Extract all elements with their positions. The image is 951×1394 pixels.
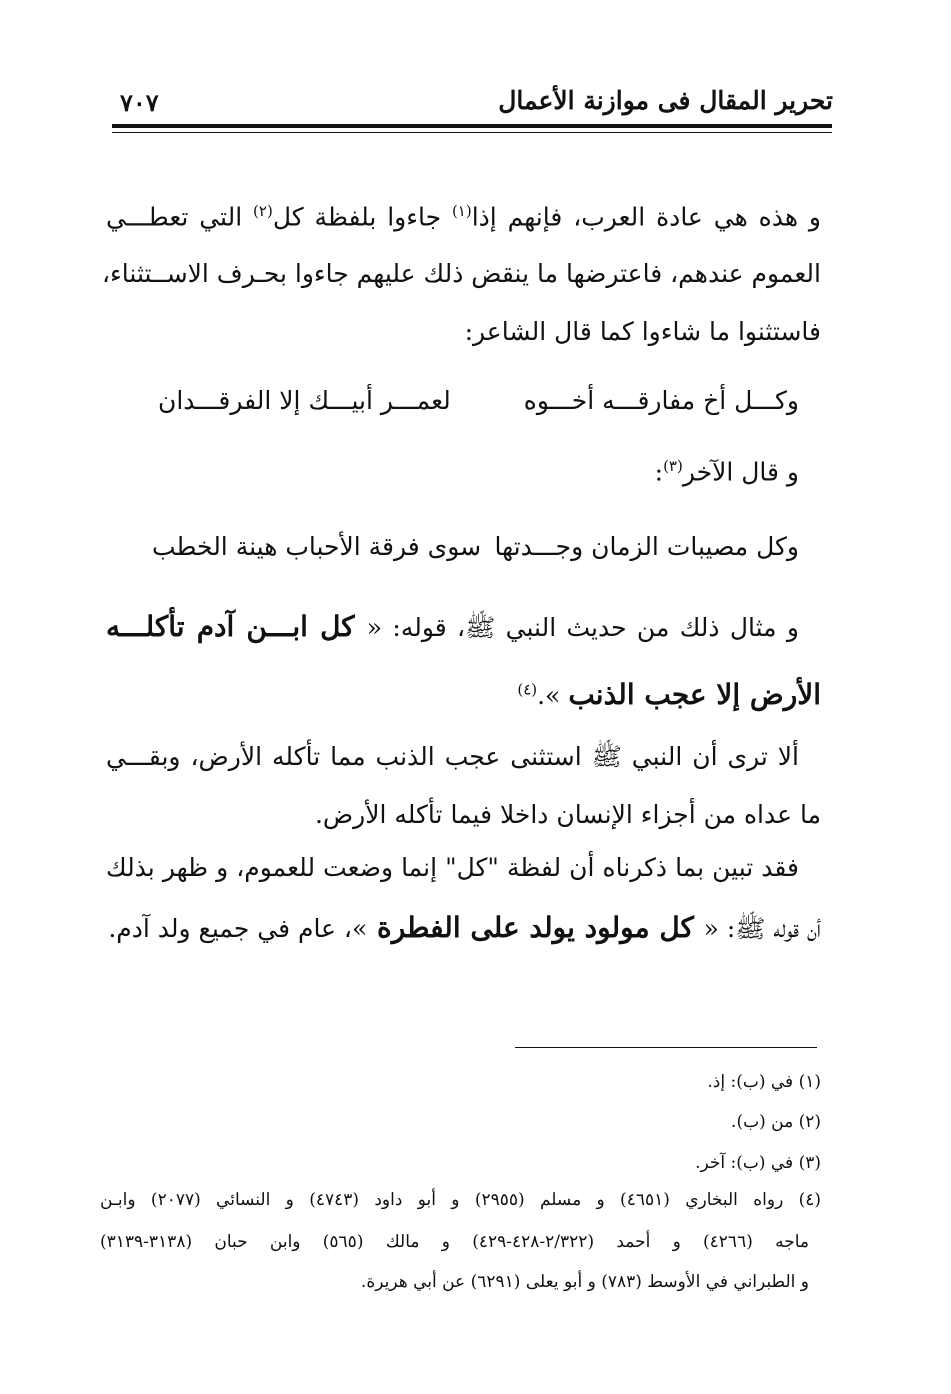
body-line-5: [106, 612, 799, 643]
footnote-ref-1[interactable]: (١): [451, 202, 472, 220]
verse-1-second-hemistich: لعمـــر أبيـــك إلا الفرقـــدان: [158, 386, 451, 415]
text-run: و مثال ذلك من حديث النبي ﷺ، قوله: «: [366, 613, 799, 642]
footnote-1: (١) في (ب): إذ.: [707, 1072, 821, 1092]
body-line-2: العموم عندهم، فاعترضها ما ينقض ذلك عليهم جاءوا بحـرف الاســتثناء،: [101, 259, 821, 288]
text-run: :: [654, 457, 664, 487]
verse-2-second-hemistich: سوى فرقة الأحباب هينة الخطب: [152, 532, 482, 561]
body-line-4: [106, 458, 799, 486]
footnote-4-line-1: (٤) رواه البخاري (٤٦٥١) و مسلم (٢٩٥٥) و أبو داود (٤٧٤٣) و النسائي (٢٠٧٧) وابـن: [100, 1190, 822, 1210]
text-run: جاءوا بلفظة كل: [272, 202, 452, 232]
body-line-10: [106, 913, 821, 944]
header-rule-thin: [112, 132, 832, 133]
body-line-1: [106, 203, 821, 231]
hadith-quote: كل مولود يولد على الفطرة: [367, 911, 704, 944]
text-run: ».: [537, 681, 569, 710]
text-run: »، عام في جميع ولد آدم.: [108, 914, 368, 943]
hadith-quote: كل ابـــن آدم تأكلـــه: [106, 610, 367, 643]
footnote-ref-2[interactable]: (٢): [253, 202, 273, 220]
text-run: أن قوله ﷺ: «: [703, 914, 821, 943]
body-line-6: [106, 680, 821, 711]
body-line-9: فقد تبين بما ذكرناه أن لفظة "كل" إنما وضعت للعموم، و ظهر بذلك: [106, 853, 799, 882]
text-run: و هذه هي عادة العرب، فإنهم إذا: [471, 202, 821, 232]
footnote-ref-3[interactable]: (٣): [663, 457, 683, 475]
verse-2-first-hemistich: وكل مصيبات الزمان وجـــدتها: [494, 532, 799, 561]
text-run: و قال الآخر: [682, 457, 799, 487]
footnote-3: (٣) في (ب): آخر.: [695, 1153, 821, 1173]
running-header-title: تحرير المقال فى موازنة الأعمال: [498, 86, 833, 115]
body-line-7: ألا ترى أن النبي ﷺ استثنى عجب الذنب مما تأكله الأرض، وبقـــي: [106, 742, 799, 771]
footnote-4-line-3: و الطبراني في الأوسط (٧٨٣) و أبو يعلى (٦٢٩١) عن أبي هريرة.: [360, 1272, 809, 1292]
text-run: التي تعطـــي: [106, 202, 254, 232]
footnote-separator: [515, 1047, 817, 1048]
footnote-ref-4[interactable]: (٤): [517, 680, 538, 699]
body-line-3: فاستثنوا ما شاءوا كما قال الشاعر:: [464, 317, 821, 346]
body-line-8: ما عداه من أجزاء الإنسان داخلا فيما تأكله الأرض.: [314, 800, 821, 829]
footnote-4-line-2: ماجه (٤٢٦٦) و أحمد (٢/٣٢٢-٤٢٨-٤٢٩) و مالك (٥٦٥) وابن حبان (٣١٣٨-٣١٣٩): [100, 1232, 810, 1252]
header-rule-thick: [112, 124, 832, 128]
footnote-2: (٢) من (ب).: [731, 1112, 821, 1132]
verse-1-first-hemistich: وكـــل أخ مفارقـــه أخـــوه: [523, 386, 799, 415]
page-number: ٧٠٧: [120, 88, 159, 117]
hadith-quote: الأرض إلا عجب الذنب: [568, 678, 821, 711]
